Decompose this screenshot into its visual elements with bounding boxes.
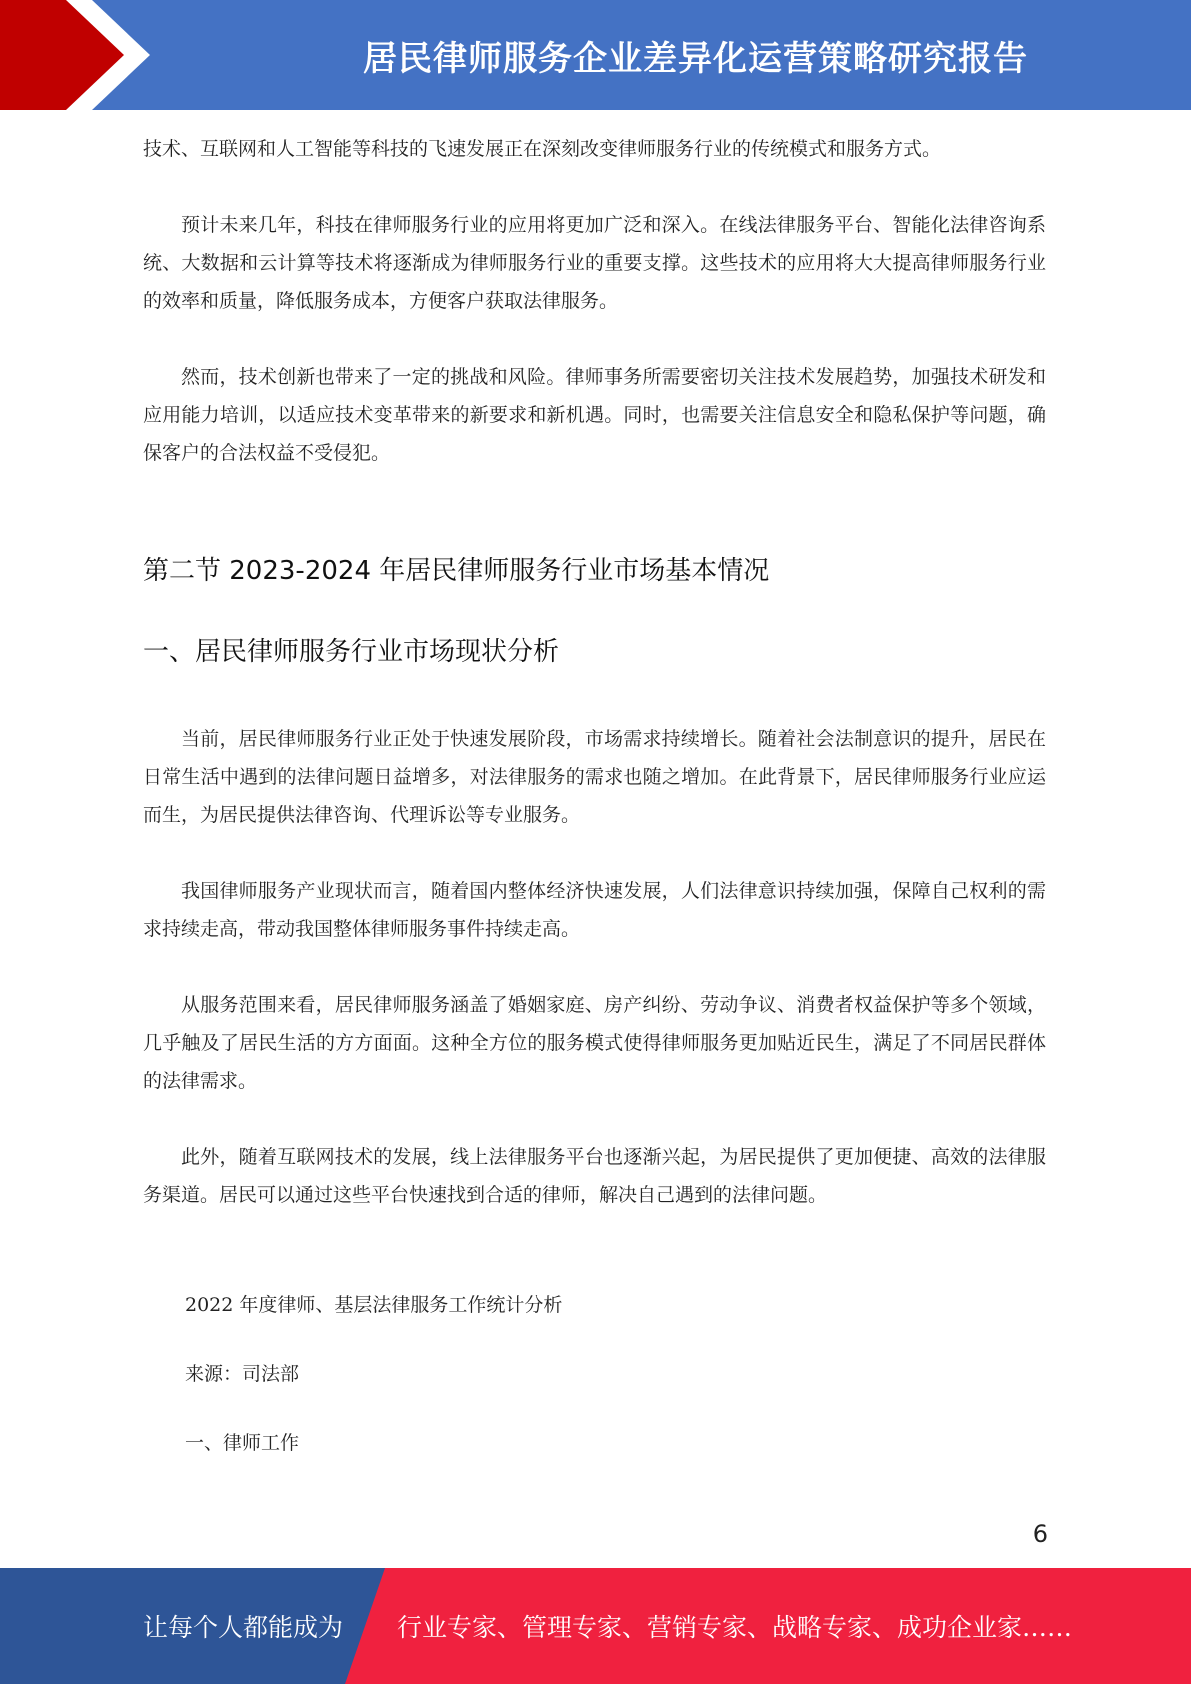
paragraph: 此外，随着互联网技术的发展，线上法律服务平台也逐渐兴起，为居民提供了更加便捷、高效的法律服务渠道。居民可以通过这些平台快速找到合适的律师，解决自己遇到的法律问题。 — [143, 1146, 1046, 1206]
header-chevron-icon — [0, 0, 160, 110]
footer-slogan-left: 让每个人都能成为 — [143, 1613, 344, 1642]
subsection-heading: 一、居民律师服务行业市场现状分析 — [143, 637, 560, 667]
page-number: 6 — [1032, 1520, 1048, 1548]
note-line: 来源：司法部 — [185, 1363, 300, 1385]
paragraph: 当前，居民律师服务行业正处于快速发展阶段，市场需求持续增长。随着社会法制意识的提升，居民在日常生活中遇到的法律问题日益增多，对法律服务的需求也随之增加。在此背景下，居民律师服务行业应运而生，为居民提供法律咨询、代理诉讼等专业服务。 — [143, 728, 1046, 826]
document-title: 居民律师服务企业差异化运营策略研究报告 — [363, 38, 1028, 79]
footer-slogan-right: 行业专家、管理专家、营销专家、战略专家、成功企业家…… — [397, 1613, 1073, 1642]
paragraph: 然而，技术创新也带来了一定的挑战和风险。律师事务所需要密切关注技术发展趋势，加强技术研发和应用能力培训，以适应技术变革带来的新要求和新机遇。同时，也需要关注信息安全和隐私保护等问题，确保客户的合法权益不受侵犯。 — [143, 366, 1046, 464]
page-body — [143, 130, 1046, 1497]
section-heading: 第二节 2023-2024 年居民律师服务行业市场基本情况 — [143, 556, 770, 586]
page-footer — [0, 1568, 1191, 1684]
paragraph: 我国律师服务产业现状而言，随着国内整体经济快速发展，人们法律意识持续加强，保障自己权利的需求持续走高，带动我国整体律师服务事件持续走高。 — [143, 880, 1046, 940]
paragraph: 从服务范围来看，居民律师服务涵盖了婚姻家庭、房产纠纷、劳动争议、消费者权益保护等多个领域，几乎触及了居民生活的方方面面。这种全方位的服务模式使得律师服务更加贴近民生，满足了不同居民群体的法律需求。 — [143, 994, 1046, 1092]
note-line: 2022 年度律师、基层法律服务工作统计分析 — [185, 1294, 563, 1316]
page-header — [0, 0, 1191, 110]
paragraph: 预计未来几年，科技在律师服务行业的应用将更加广泛和深入。在线法律服务平台、智能化法律咨询系统、大数据和云计算等技术将逐渐成为律师服务行业的重要支撑。这些技术的应用将大大提高律师服务行业的效率和质量，降低服务成本，方便客户获取法律服务。 — [143, 214, 1046, 312]
paragraph: 技术、互联网和人工智能等科技的飞速发展正在深刻改变律师服务行业的传统模式和服务方式。 — [143, 138, 942, 160]
note-line: 一、律师工作 — [185, 1432, 300, 1454]
